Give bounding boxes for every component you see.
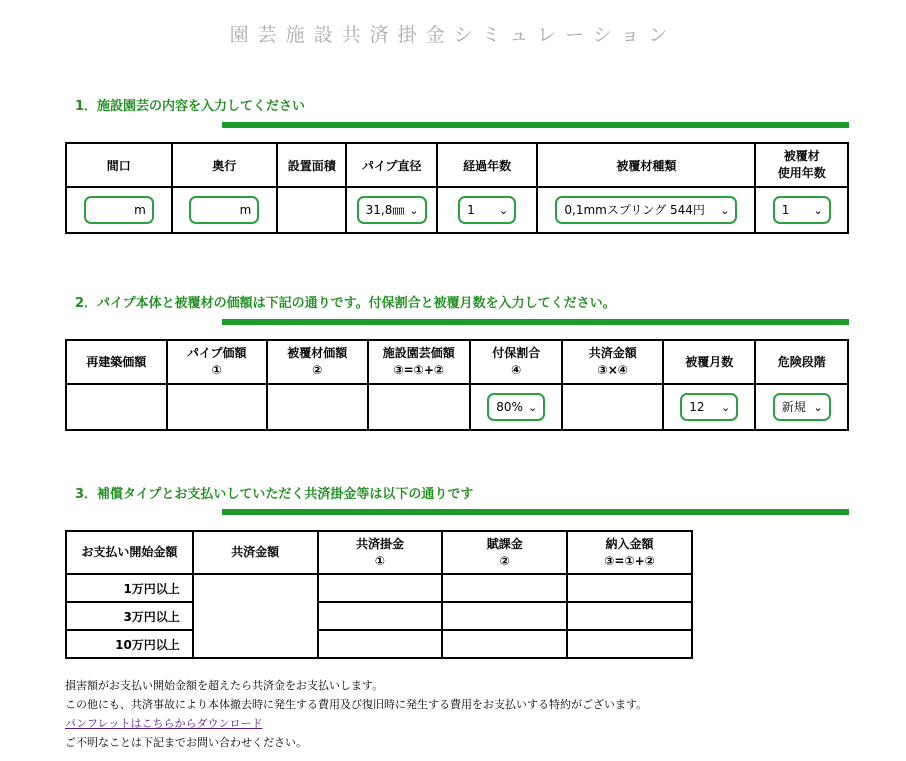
header-levy-label: 賦課金 [486, 536, 523, 551]
row-label: 1万円以上 [66, 574, 193, 602]
notes [65, 676, 647, 752]
header-payment-total-sub: ③=①+② [604, 553, 655, 568]
chevron-down-icon: ⌄ [498, 204, 509, 217]
chevron-down-icon: ⌄ [409, 204, 419, 217]
section1-heading: 1．施設園芸の内容を入力してください [75, 99, 306, 114]
header-pipe-value-sub: ① [211, 363, 222, 377]
section1-rule [222, 122, 849, 128]
pipe-diameter-select[interactable] [357, 196, 427, 224]
row-label: 10万円以上 [66, 630, 193, 658]
coverage-ratio-value: 80% [496, 400, 523, 414]
pipe-diameter-value: 31,8㎜ [365, 203, 405, 217]
covering-years-cell [755, 187, 848, 233]
covering-months-select[interactable] [680, 393, 738, 421]
section2-heading: 2．パイプ本体と被覆材の価額は下記の通りです。付保割合と被覆月数を入力してください。 [75, 296, 616, 311]
header-coverage-ratio-sub: ④ [511, 363, 522, 377]
header-insurance-amount [193, 531, 318, 574]
pipe-diameter-cell [346, 187, 436, 233]
premium-table [65, 530, 693, 659]
years-elapsed-select[interactable] [458, 196, 516, 224]
header-area: 設置面積 [277, 143, 346, 187]
header-payment-total-label: 納入金額 [605, 536, 654, 551]
header-insured-amount-sub: ③×④ [597, 363, 628, 377]
payment-total-cell [567, 630, 692, 658]
risk-level-value: 新規 [781, 400, 806, 414]
header-insurance-amount-label: 共済金額 [231, 545, 280, 559]
header-premium-sub: ① [374, 553, 386, 568]
header-levy-sub: ② [499, 553, 510, 568]
years-elapsed-value: 1 [467, 203, 475, 217]
header-coverage-ratio [470, 340, 562, 384]
section3-rule [222, 509, 849, 515]
depth-input[interactable]: m [189, 196, 259, 224]
payment-total-cell [567, 574, 692, 602]
premium-cell [318, 602, 443, 630]
header-facility-value [368, 340, 471, 384]
header-rebuild-value-label: 再建築価額 [86, 354, 147, 369]
chevron-down-icon: ⌄ [813, 204, 823, 217]
header-rebuild-value [66, 340, 167, 384]
header-facility-value-label: 施設園芸価額 [382, 346, 455, 360]
premium-cell [318, 574, 443, 602]
header-covering-months-label: 被覆月数 [685, 354, 734, 369]
header-covering-years-line1: 被覆材 [783, 149, 820, 163]
note-payment: 損害額がお支払い開始金額を超えたら共済金をお支払いします。 [65, 679, 384, 692]
header-levy [442, 531, 567, 574]
coverage-ratio-cell [470, 384, 562, 430]
header-risk-level [755, 340, 848, 384]
chevron-down-icon: ⌄ [813, 401, 823, 414]
header-premium [318, 531, 443, 574]
header-pipe-value [167, 340, 268, 384]
chevron-down-icon: ⌄ [528, 401, 538, 414]
header-years-elapsed: 経過年数 [437, 143, 538, 187]
levy-cell [442, 574, 567, 602]
facility-input-table [65, 142, 849, 234]
row-label: 3万円以上 [66, 602, 193, 630]
header-facility-value-sub: ③=①+② [393, 363, 445, 377]
covering-value-cell [267, 384, 368, 430]
header-covering-value-label: 被覆材価額 [287, 346, 348, 360]
header-covering-type: 被覆材種類 [537, 143, 755, 187]
header-payment-start [66, 531, 193, 574]
payment-total-cell [567, 602, 692, 630]
header-frontage: 間口 [66, 143, 172, 187]
header-risk-level-label: 危険段階 [777, 354, 826, 369]
header-covering-months [663, 340, 755, 384]
covering-type-value: 0,1mmスプリング 544円 [564, 203, 705, 217]
frontage-cell [66, 187, 172, 233]
header-covering-value [267, 340, 368, 384]
premium-cell [318, 630, 443, 658]
rebuild-value-cell [66, 384, 167, 430]
covering-type-cell [537, 187, 755, 233]
covering-months-cell [663, 384, 755, 430]
table-row [66, 574, 692, 602]
header-coverage-ratio-label: 付保割合 [492, 346, 541, 360]
header-insured-amount-label: 共済金額 [588, 346, 637, 360]
header-covering-value-sub: ② [312, 363, 323, 377]
area-value-cell [277, 187, 346, 233]
years-elapsed-cell [437, 187, 538, 233]
depth-cell [172, 187, 278, 233]
page-title: 園芸施設共済掛金シミュレーション [229, 24, 677, 46]
header-insured-amount [562, 340, 663, 384]
chevron-down-icon: ⌄ [720, 204, 730, 217]
header-pipe-value-label: パイプ価額 [186, 346, 247, 360]
covering-type-select[interactable] [555, 196, 737, 224]
risk-level-cell [755, 384, 848, 430]
risk-level-select[interactable] [773, 393, 831, 421]
note-special-clause: この他にも、共済事故により本体撤去時に発生する費用及び復旧時に発生する費用をお支払いする特約がございます。 [65, 698, 648, 711]
facility-value-cell [368, 384, 471, 430]
header-premium-label: 共済掛金 [355, 536, 404, 551]
insured-amount-cell [562, 384, 663, 430]
header-pipe-diameter: パイプ直径 [346, 143, 436, 187]
price-table [65, 339, 849, 431]
insurance-amount-cell [193, 574, 318, 658]
frontage-input[interactable]: m [84, 196, 154, 224]
pamphlet-download-link[interactable]: パンフレットはこちらからダウンロード [65, 717, 263, 730]
header-covering-years-line2: 使用年数 [777, 166, 826, 180]
table-row [66, 602, 692, 630]
header-payment-total [567, 531, 692, 574]
coverage-ratio-select[interactable] [487, 393, 545, 421]
header-payment-start-label: お支払い開始金額 [81, 545, 178, 559]
levy-cell [442, 630, 567, 658]
section3-heading: 3．補償タイプとお支払いしていただく共済掛金等は以下の通りです [75, 487, 474, 502]
note-contact: ご不明なことは下記までお問い合わせください。 [65, 736, 307, 749]
header-covering-years [755, 143, 848, 187]
covering-months-value: 12 [689, 400, 705, 414]
levy-cell [442, 602, 567, 630]
section2-rule [222, 319, 849, 325]
table-row [66, 630, 692, 658]
pipe-value-cell [167, 384, 268, 430]
header-depth: 奥行 [172, 143, 278, 187]
chevron-down-icon: ⌄ [721, 401, 731, 414]
covering-years-value: 1 [781, 203, 790, 217]
covering-years-select[interactable] [773, 196, 831, 224]
